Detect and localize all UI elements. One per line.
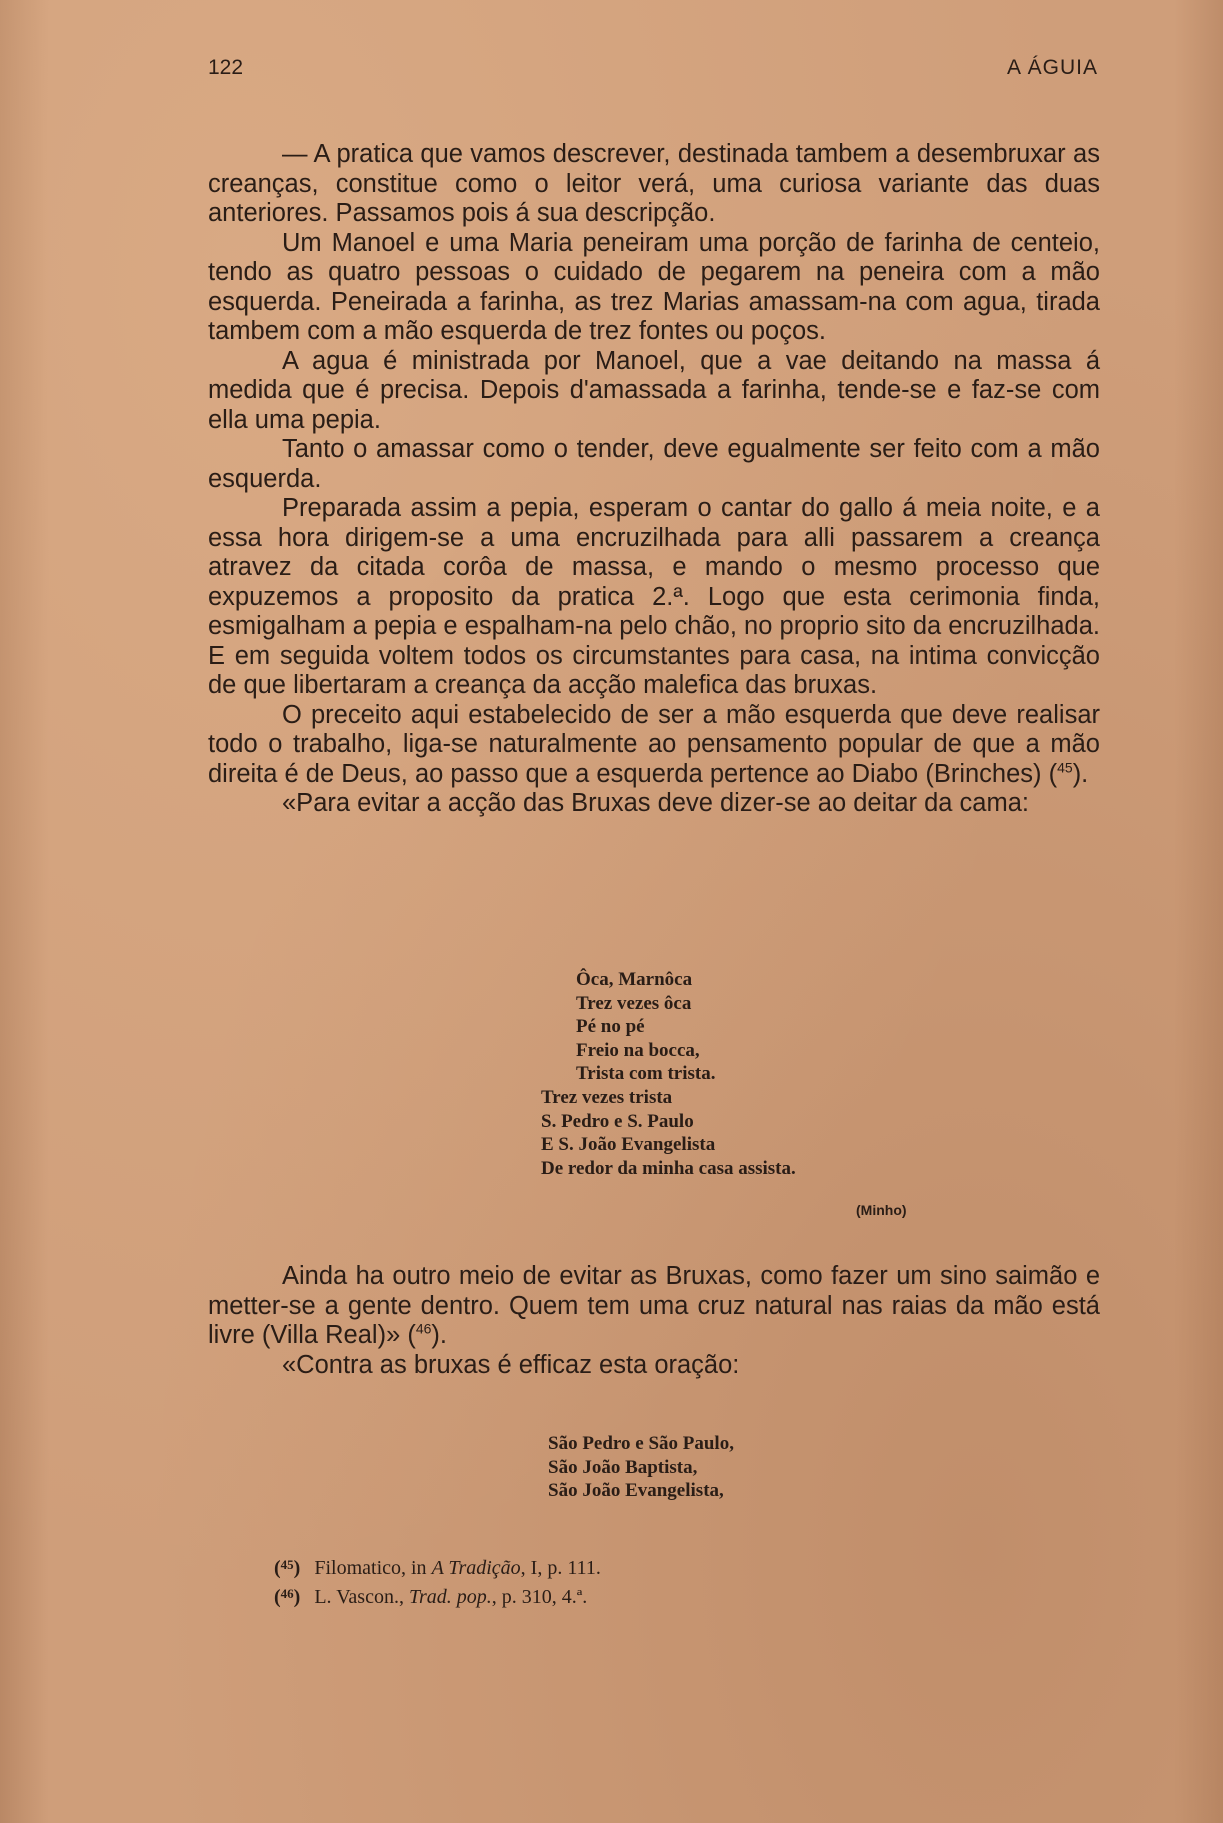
verse-line: Trista com trista. [576, 1063, 716, 1084]
page-header [208, 56, 1098, 88]
verse-line: E S. João Evangelista [541, 1134, 716, 1155]
paragraph-text: Ainda ha outro meio de evitar as Bruxas, como fazer um sino saimão e metter-se a gente dentro. Quem tem uma cruz natural nas raias da mão está livre (Villa Real)» ( [208, 1262, 1100, 1349]
footnote-mark: ($^{46}$) [274, 1586, 301, 1608]
verse-line: Pé no pé [576, 1016, 645, 1037]
footnotes [274, 1552, 601, 1610]
footnote-author: Filomatico, in [314, 1557, 432, 1579]
paragraph [208, 1262, 1100, 1351]
verse-origin: (Minho) [856, 1202, 907, 1218]
paragraph: Um Manoel e uma Maria peneiram uma porção de farinha de centeio, tendo as quatro pessoas o cuidado de pegarem na peneira com a mão esquerda. Peneirada a farinha, as trez Marias amassam-na com agua, tirada tambem com a mão esquerda de trez fontes ou poços. [208, 228, 1100, 345]
paragraph: «Para evitar a acção das Bruxas deve dizer-se ao deitar da cama: [282, 789, 1029, 817]
footnote-work: A Tradição [431, 1557, 521, 1579]
footnote-reference: 45 [1057, 759, 1073, 775]
paragraph [208, 701, 1100, 790]
footnote-rest: , I, p. 111. [520, 1557, 601, 1579]
paragraph: Tanto o amassar como o tender, deve egualmente ser feito com a mão esquerda. [208, 435, 1100, 493]
verse-block [576, 968, 715, 1086]
footnote [274, 1581, 601, 1610]
page-number: 122 [208, 56, 244, 79]
verse-block [541, 1086, 796, 1180]
paragraph: — A pratica que vamos descrever, destinada tambem a desembruxar as creanças, constitue como o leitor verá, uma curiosa variante das duas anteriores. Passamos pois á sua descripção. [208, 140, 1100, 227]
paragraph: A agua é ministrada por Manoel, que a vae deitando na massa á medida que é precisa. Depois d'amassada a farinha, tende-se e faz-se com ella uma pepia. [208, 346, 1100, 434]
verse-line: São Pedro e São Paulo, [548, 1433, 734, 1454]
footnote-author: L. Vascon., [314, 1586, 409, 1608]
footnote [274, 1552, 601, 1581]
verse-line: Ôca, Marnôca [576, 969, 693, 990]
paragraph-text-end: ). [431, 1321, 447, 1349]
verse-line: Trez vezes ôca [576, 992, 692, 1014]
paragraph: Preparada assim a pepia, esperam o cantar do gallo á meia noite, e a essa hora dirigem-se a uma encruzilhada para alli passarem a creança atravez da citada corôa de massa, e mando o mesmo processo que expuzemos a proposito da pratica 2.ª. Logo que esta cerimonia finda, esmigalham a pepia e espalham-na pelo chão, no proprio sito da encruzilhada. E em seguida voltem todos os circumstantes para casa, na intima convicção de que libertaram a creança da acção malefica das bruxas. [208, 494, 1100, 699]
prayer-verse [548, 1432, 734, 1503]
body-text [208, 140, 1100, 819]
verse-line: De redor da minha casa assista. [541, 1157, 796, 1179]
verse-line: São João Evangelista, [548, 1480, 724, 1501]
footnote-reference: 46 [415, 1320, 432, 1337]
verse-line: S. Pedro e S. Paulo [541, 1110, 694, 1132]
footnote-mark: ($^{45}$) [274, 1557, 301, 1579]
verse-line: São João Baptista, [548, 1456, 698, 1478]
verse-line: Freio na bocca, [576, 1039, 700, 1061]
paragraph-text-end: ). [1072, 759, 1089, 788]
verse-line: Trez vezes trista [541, 1087, 673, 1108]
paragraph: «Contra as bruxas é efficaz esta oração: [282, 1350, 740, 1379]
footnote-rest: , p. 310, 4.ª. [491, 1586, 588, 1608]
body-text [208, 1262, 1100, 1380]
paragraph-text: O preceito aqui estabelecido de ser a mão esquerda que deve realisar todo o trabalho, liga-se naturalmente ao pensamento popular de que a mão direita é de Deus, ao passo que a esquerda pertence ao Diabo (Brinches) ( [208, 700, 1100, 788]
running-title: A ÁGUIA [1006, 56, 1098, 79]
footnote-work: Trad. pop. [408, 1586, 492, 1608]
